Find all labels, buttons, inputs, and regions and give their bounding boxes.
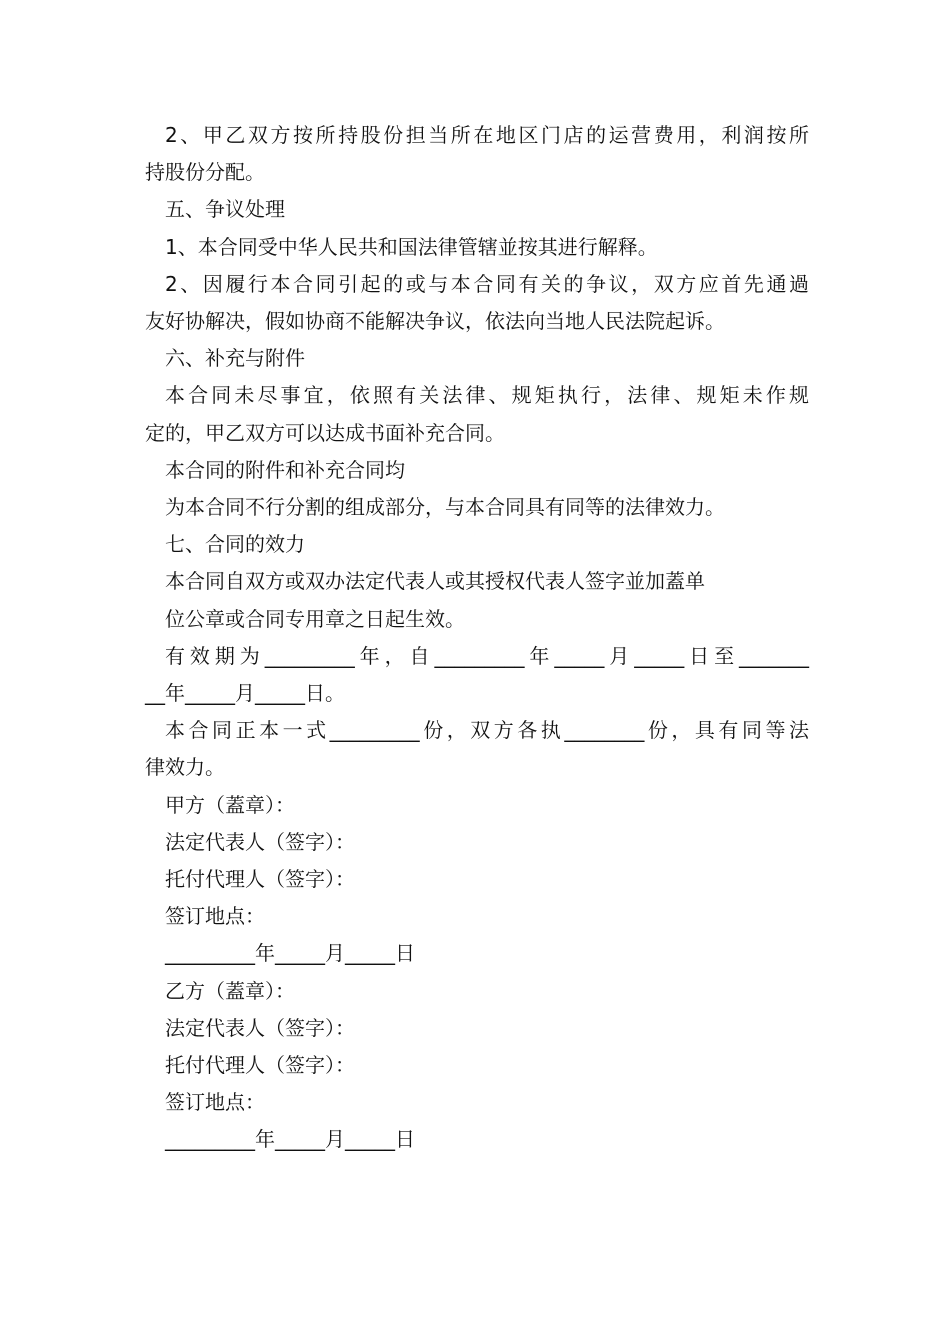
party-b-legal-rep: 法定代表人（签字）： [165,1015,355,1040]
section-7-para-1-line-2: 位公章或合同专用章之日起生效。 [165,606,465,631]
clause-5-2-line-1: 2、因履行本合同引起的或与本合同有关的争议，双方应首先通過 [165,271,809,296]
section-6-para-2-line-1: 本合同的附件和补充合同均 [165,457,405,482]
party-a-agent: 托付代理人（签字）： [165,867,355,892]
validity-period-line-2: __年_____月_____日。 [145,681,345,706]
copies-line-2: 律效力。 [145,755,225,780]
clause-4-2-line-2: 持股份分配。 [145,160,265,185]
party-a-signing-place: 签订地点： [165,904,265,929]
clause-5-2-line-2: 友好协解决，假如协商不能解决争议，依法向当地人民法院起诉。 [145,309,725,334]
contract-text [145,117,809,1159]
party-b-seal: 乙方（蓋章）： [165,978,295,1003]
party-b-agent: 托付代理人（签字）： [165,1053,355,1078]
party-a-date: _________年_____月_____日 [165,941,415,966]
section-6-heading: 六、补充与附件 [165,346,305,371]
section-7-heading: 七、合同的效力 [165,532,305,557]
section-6-para-1-line-2: 定的，甲乙双方可以达成书面补充合同。 [145,420,505,445]
section-5-heading: 五、争议处理 [165,197,285,222]
party-b-signing-place: 签订地点： [165,1090,265,1115]
validity-period-line-1: 有效期为_________年，自_________年_____月_____日至_______ [165,643,809,668]
party-a-seal: 甲方（蓋章）： [165,792,295,817]
party-b-date: _________年_____月_____日 [165,1127,415,1152]
section-6-para-1-line-1: 本合同未尽事宜，依照有关法律、规矩执行，法律、规矩未作规 [165,383,809,408]
section-6-para-2-line-2: 为本合同不行分割的组成部分，与本合同具有同等的法律效力。 [165,495,725,520]
clause-4-2-line-1: 2、甲乙双方按所持股份担当所在地区门店的运营费用，利润按所 [165,123,809,147]
copies-line-1: 本合同正本一式_________份，双方各执________份，具有同等法 [165,718,809,743]
section-7-para-1-line-1: 本合同自双方或双办法定代表人或其授权代表人签字並加蓋单 [165,569,705,594]
party-a-legal-rep: 法定代表人（签字）： [165,829,355,854]
clause-5-1: 1、本合同受中华人民共和国法律管辖並按其进行解释。 [165,234,658,259]
